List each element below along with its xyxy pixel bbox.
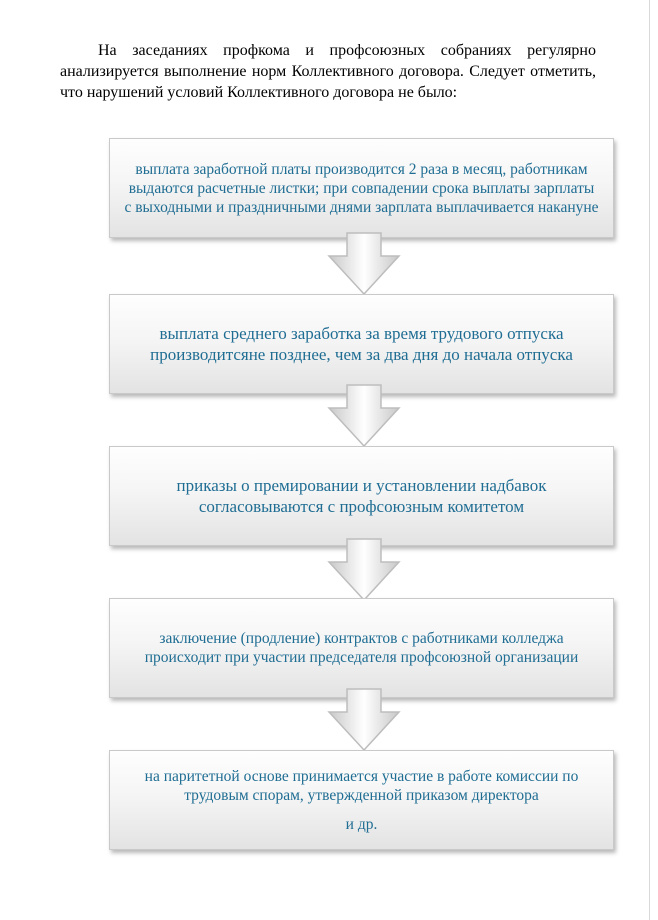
flow-step-5 <box>109 750 614 850</box>
flow-step-3-text: приказы о премировании и установлении надбавок согласовываются с профсоюзным комитетом <box>176 476 547 516</box>
flow-step-2 <box>109 294 614 394</box>
flow-step-2-text: выплата среднего заработка за время трудового отпуска производитсяне позднее, чем за два дня до начала отпуска <box>150 324 573 364</box>
flow-step-5-text: на паритетной основе принимается участие в работе комиссии по трудовым спорам, утвержденной приказом директора <box>144 767 579 804</box>
intro-paragraph: На заседаниях профкома и профсоюзных собраниях регулярно анализируется выполнение норм Коллективного договора. Следует отметить, что нарушений условий Коллективного договора не было: <box>60 42 596 101</box>
flow-step-3 <box>109 446 614 546</box>
down-arrow-icon <box>327 384 401 448</box>
page-edge-line <box>649 0 650 920</box>
flow-step-5-tail: и др. <box>345 815 378 833</box>
flow-step-4-text: заключение (продление) контрактов с работниками колледжа происходит при участии председателя профсоюзной организации <box>144 630 579 666</box>
down-arrow-icon <box>327 232 401 296</box>
flow-step-1-text: выплата заработной платы производится 2 раза в месяц, работникам выдаются расчетные листки; при совпадении срока выплаты зарплаты с выходными и праздничными днями зарплата выплачивается накануне <box>124 160 599 216</box>
flow-step-1 <box>109 138 614 238</box>
down-arrow-icon <box>327 538 401 602</box>
flow-step-4 <box>109 598 614 698</box>
down-arrow-icon <box>327 688 401 752</box>
